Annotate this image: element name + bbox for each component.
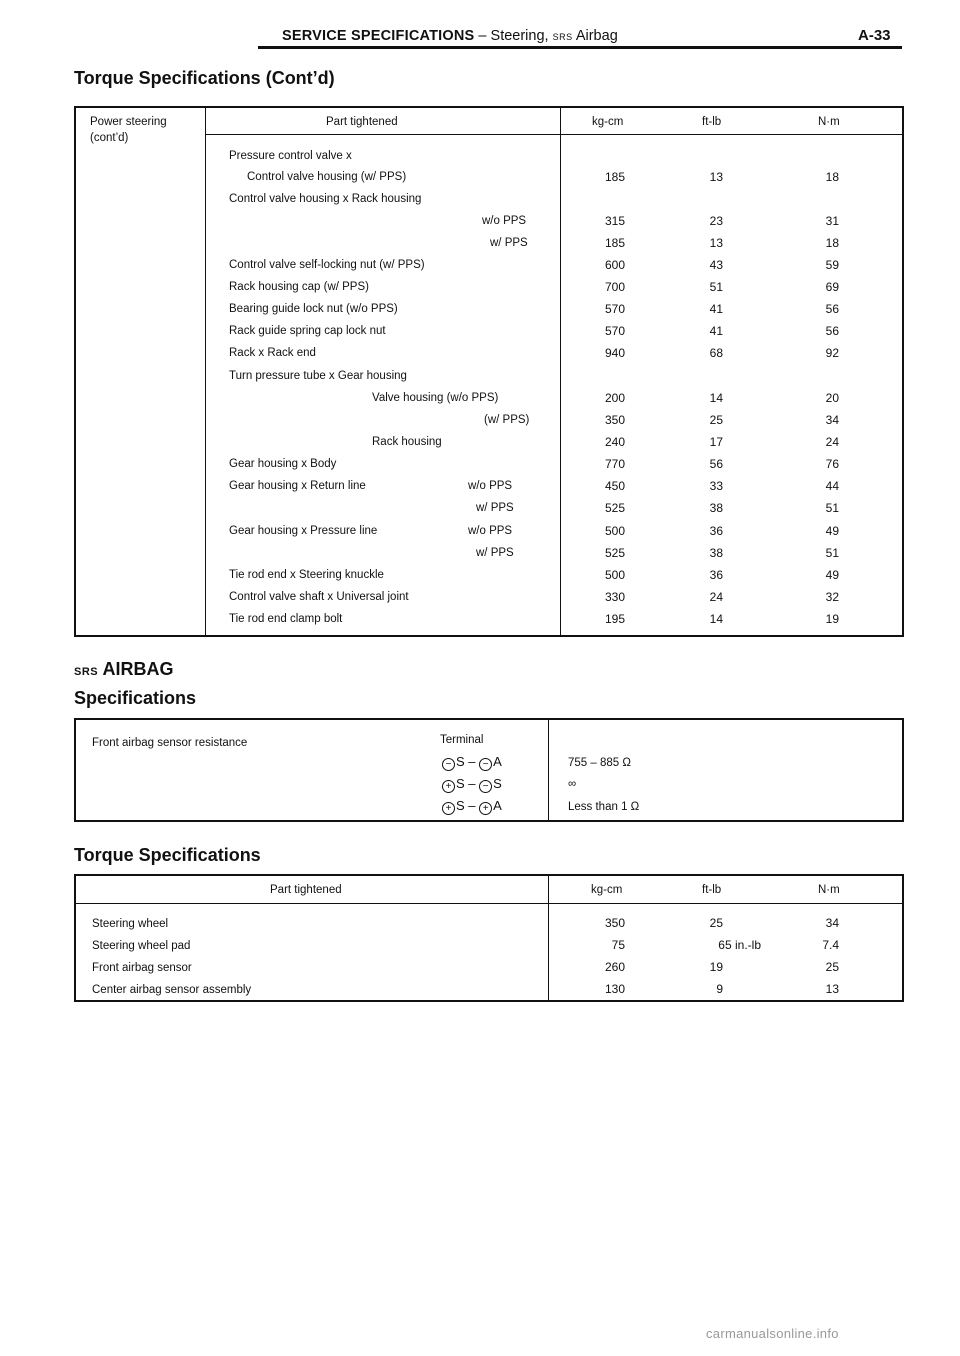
cell-nm: 18 <box>825 170 839 184</box>
torque-cont-heading: Torque Specifications (Cont’d) <box>74 68 335 88</box>
cell-nm: 13 <box>825 982 839 996</box>
cell-ftlb: 38 <box>709 501 723 515</box>
cell-nm: 56 <box>825 324 839 338</box>
cell-nm: 31 <box>825 214 839 228</box>
airbag-item-label: Front airbag sensor resistance <box>92 737 248 749</box>
col-header-part: Part tightened <box>326 116 398 128</box>
row-label: Control valve self-locking nut (w/ PPS) <box>229 259 425 271</box>
row-label: w/ PPS <box>490 237 528 249</box>
cell-nm: 34 <box>825 916 839 930</box>
cell-nm: 92 <box>825 346 839 360</box>
col-divider-group <box>205 107 206 636</box>
col-header-nm: N·m <box>818 884 840 896</box>
col-header-nm: N·m <box>818 116 840 128</box>
cell-kgcm: 130 <box>604 982 625 996</box>
cell-ftlb: 68 <box>709 346 723 360</box>
cell-ftlb: 14 <box>709 612 723 626</box>
resistance-value: Less than 1 Ω <box>568 801 640 813</box>
torque-airbag-col-divider <box>548 875 549 1001</box>
cell-nm: 51 <box>825 546 839 560</box>
cell-ftlb: 24 <box>709 590 723 604</box>
cell-nm: 7.4 <box>822 938 839 952</box>
cell-nm: 51 <box>825 501 839 515</box>
row-label: Rack housing cap (w/ PPS) <box>229 281 369 293</box>
row-label: w/ PPS <box>476 502 514 514</box>
airbag-srs-prefix: SRS <box>74 666 99 678</box>
terminal-pair <box>442 777 502 793</box>
plus-terminal-icon: + <box>479 802 492 815</box>
col-header-kgcm: kg-cm <box>591 884 623 896</box>
row-label: Pressure control valve x <box>229 150 352 162</box>
row-label: Front airbag sensor <box>92 962 192 974</box>
cell-ftlb: 25 <box>709 413 723 427</box>
cell-nm: 25 <box>825 960 839 974</box>
cell-ftlb: 13 <box>709 236 723 250</box>
plus-terminal-icon: + <box>442 802 455 815</box>
resistance-value: 755 – 885 Ω <box>568 757 631 769</box>
cell-ftlb: 14 <box>709 391 723 405</box>
cell-nm: 76 <box>825 457 839 471</box>
cell-ftlb: 23 <box>709 214 723 228</box>
cell-ftlb: 19 <box>709 960 723 974</box>
cell-kgcm: 450 <box>604 479 625 493</box>
row-sublabel: w/o PPS <box>468 525 513 537</box>
cell-kgcm: 75 <box>611 938 625 952</box>
cell-kgcm: 500 <box>604 568 625 582</box>
row-label: Valve housing (w/o PPS) <box>372 392 499 404</box>
terminal-dash: – <box>464 798 480 813</box>
minus-terminal-icon: − <box>479 758 492 771</box>
cell-ftlb: 17 <box>709 435 723 449</box>
cell-kgcm: 315 <box>604 214 625 228</box>
cell-ftlb: 43 <box>709 258 723 272</box>
row-label: Gear housing x Return line <box>229 480 366 492</box>
col-divider-values <box>560 107 561 636</box>
terminal-dash: – <box>464 754 480 769</box>
torque-airbag-heading: Torque Specifications <box>74 845 261 865</box>
airbag-col-divider <box>548 719 549 821</box>
minus-terminal-icon: − <box>442 758 455 771</box>
terminal-b: A <box>493 754 502 769</box>
terminal-a: S <box>456 754 465 769</box>
airbag-subheading: Specifications <box>74 688 197 708</box>
cell-kgcm: 350 <box>604 916 625 930</box>
cell-kgcm: 940 <box>604 346 625 360</box>
cell-ftlb: 51 <box>709 280 723 294</box>
row-label: Tie rod end x Steering knuckle <box>229 569 384 581</box>
col-header-ftlb: ft-lb <box>702 884 722 896</box>
row-label: Gear housing x Body <box>229 458 337 470</box>
terminal-dash: – <box>464 776 480 791</box>
airbag-heading <box>74 659 173 680</box>
cell-kgcm: 570 <box>604 302 625 316</box>
cell-ftlb: 41 <box>709 302 723 316</box>
cell-ftlb: 36 <box>709 568 723 582</box>
resistance-value: ∞ <box>568 778 577 790</box>
watermark[interactable]: carmanualsonline.info <box>706 1326 839 1341</box>
header-divider <box>206 134 903 135</box>
cell-kgcm: 260 <box>604 960 625 974</box>
row-label: Turn pressure tube x Gear housing <box>229 370 407 382</box>
page-number: A-33 <box>858 27 891 44</box>
cell-ftlb: 25 <box>709 916 723 930</box>
row-label: Control valve shaft x Universal joint <box>229 591 409 603</box>
cell-nm: 56 <box>825 302 839 316</box>
row-label: Rack guide spring cap lock nut <box>229 325 386 337</box>
cell-kgcm: 600 <box>604 258 625 272</box>
cell-ftlb: 13 <box>709 170 723 184</box>
cell-nm: 44 <box>825 479 839 493</box>
cell-nm: 49 <box>825 568 839 582</box>
title-separator: – Steering, <box>474 28 553 44</box>
row-label: w/ PPS <box>476 547 514 559</box>
title-srs: SRS <box>552 32 573 42</box>
terminal-pair <box>442 799 502 815</box>
cell-kgcm: 770 <box>604 457 625 471</box>
row-label: Control valve housing (w/ PPS) <box>247 171 407 183</box>
airbag-heading-text: AIRBAG <box>98 659 174 679</box>
terminal-b: A <box>493 798 502 813</box>
row-label: Rack housing <box>372 436 442 448</box>
cell-nm: 34 <box>825 413 839 427</box>
cell-nm: 69 <box>825 280 839 294</box>
cell-kgcm: 570 <box>604 324 625 338</box>
terminal-a: S <box>456 798 465 813</box>
cell-nm: 24 <box>825 435 839 449</box>
cell-kgcm: 500 <box>604 524 625 538</box>
terminal-pair <box>442 755 502 771</box>
cell-kgcm: 200 <box>604 391 625 405</box>
cell-nm: 18 <box>825 236 839 250</box>
row-label: Control valve housing x Rack housing <box>229 193 422 205</box>
header-rule <box>258 46 902 49</box>
row-label: Rack x Rack end <box>229 347 316 359</box>
cell-nm: 19 <box>825 612 839 626</box>
col-header-ftlb: ft-lb <box>702 116 722 128</box>
cell-kgcm: 240 <box>604 435 625 449</box>
cell-kgcm: 525 <box>604 501 625 515</box>
cell-kgcm: 700 <box>604 280 625 294</box>
cell-ftlb: 36 <box>709 524 723 538</box>
row-label: Tie rod end clamp bolt <box>229 613 343 625</box>
cell-ftlb: 65 in.-lb <box>718 938 761 952</box>
cell-nm: 20 <box>825 391 839 405</box>
row-label: Steering wheel pad <box>92 940 191 952</box>
row-label: (w/ PPS) <box>484 414 530 426</box>
cell-kgcm: 330 <box>604 590 625 604</box>
cell-ftlb: 38 <box>709 546 723 560</box>
row-label: Gear housing x Pressure line <box>229 525 378 537</box>
page-title <box>282 28 618 44</box>
cell-ftlb: 56 <box>709 457 723 471</box>
cell-ftlb: 9 <box>716 982 723 996</box>
row-label: Bearing guide lock nut (w/o PPS) <box>229 303 398 315</box>
row-label: Center airbag sensor assembly <box>92 984 252 996</box>
minus-terminal-icon: − <box>479 780 492 793</box>
group-label: Power steering <box>90 116 167 128</box>
col-header-part: Part tightened <box>270 884 342 896</box>
cell-nm: 32 <box>825 590 839 604</box>
cell-ftlb: 41 <box>709 324 723 338</box>
group-label-cont: (cont’d) <box>90 132 129 144</box>
cell-kgcm: 525 <box>604 546 625 560</box>
terminal-header: Terminal <box>440 734 484 746</box>
row-sublabel: w/o PPS <box>468 480 513 492</box>
cell-nm: 49 <box>825 524 839 538</box>
cell-kgcm: 185 <box>604 170 625 184</box>
title-main: SERVICE SPECIFICATIONS <box>282 28 475 44</box>
row-label: Steering wheel <box>92 918 169 930</box>
cell-ftlb: 33 <box>709 479 723 493</box>
torque-airbag-header-divider <box>75 903 903 904</box>
cell-kgcm: 350 <box>604 413 625 427</box>
terminal-b: S <box>493 776 502 791</box>
cell-kgcm: 195 <box>604 612 625 626</box>
plus-terminal-icon: + <box>442 780 455 793</box>
terminal-a: S <box>456 776 465 791</box>
title-tail: Airbag <box>572 28 618 44</box>
col-header-kgcm: kg-cm <box>592 116 624 128</box>
cell-nm: 59 <box>825 258 839 272</box>
row-label: w/o PPS <box>482 215 527 227</box>
cell-kgcm: 185 <box>604 236 625 250</box>
page-header <box>0 24 960 48</box>
